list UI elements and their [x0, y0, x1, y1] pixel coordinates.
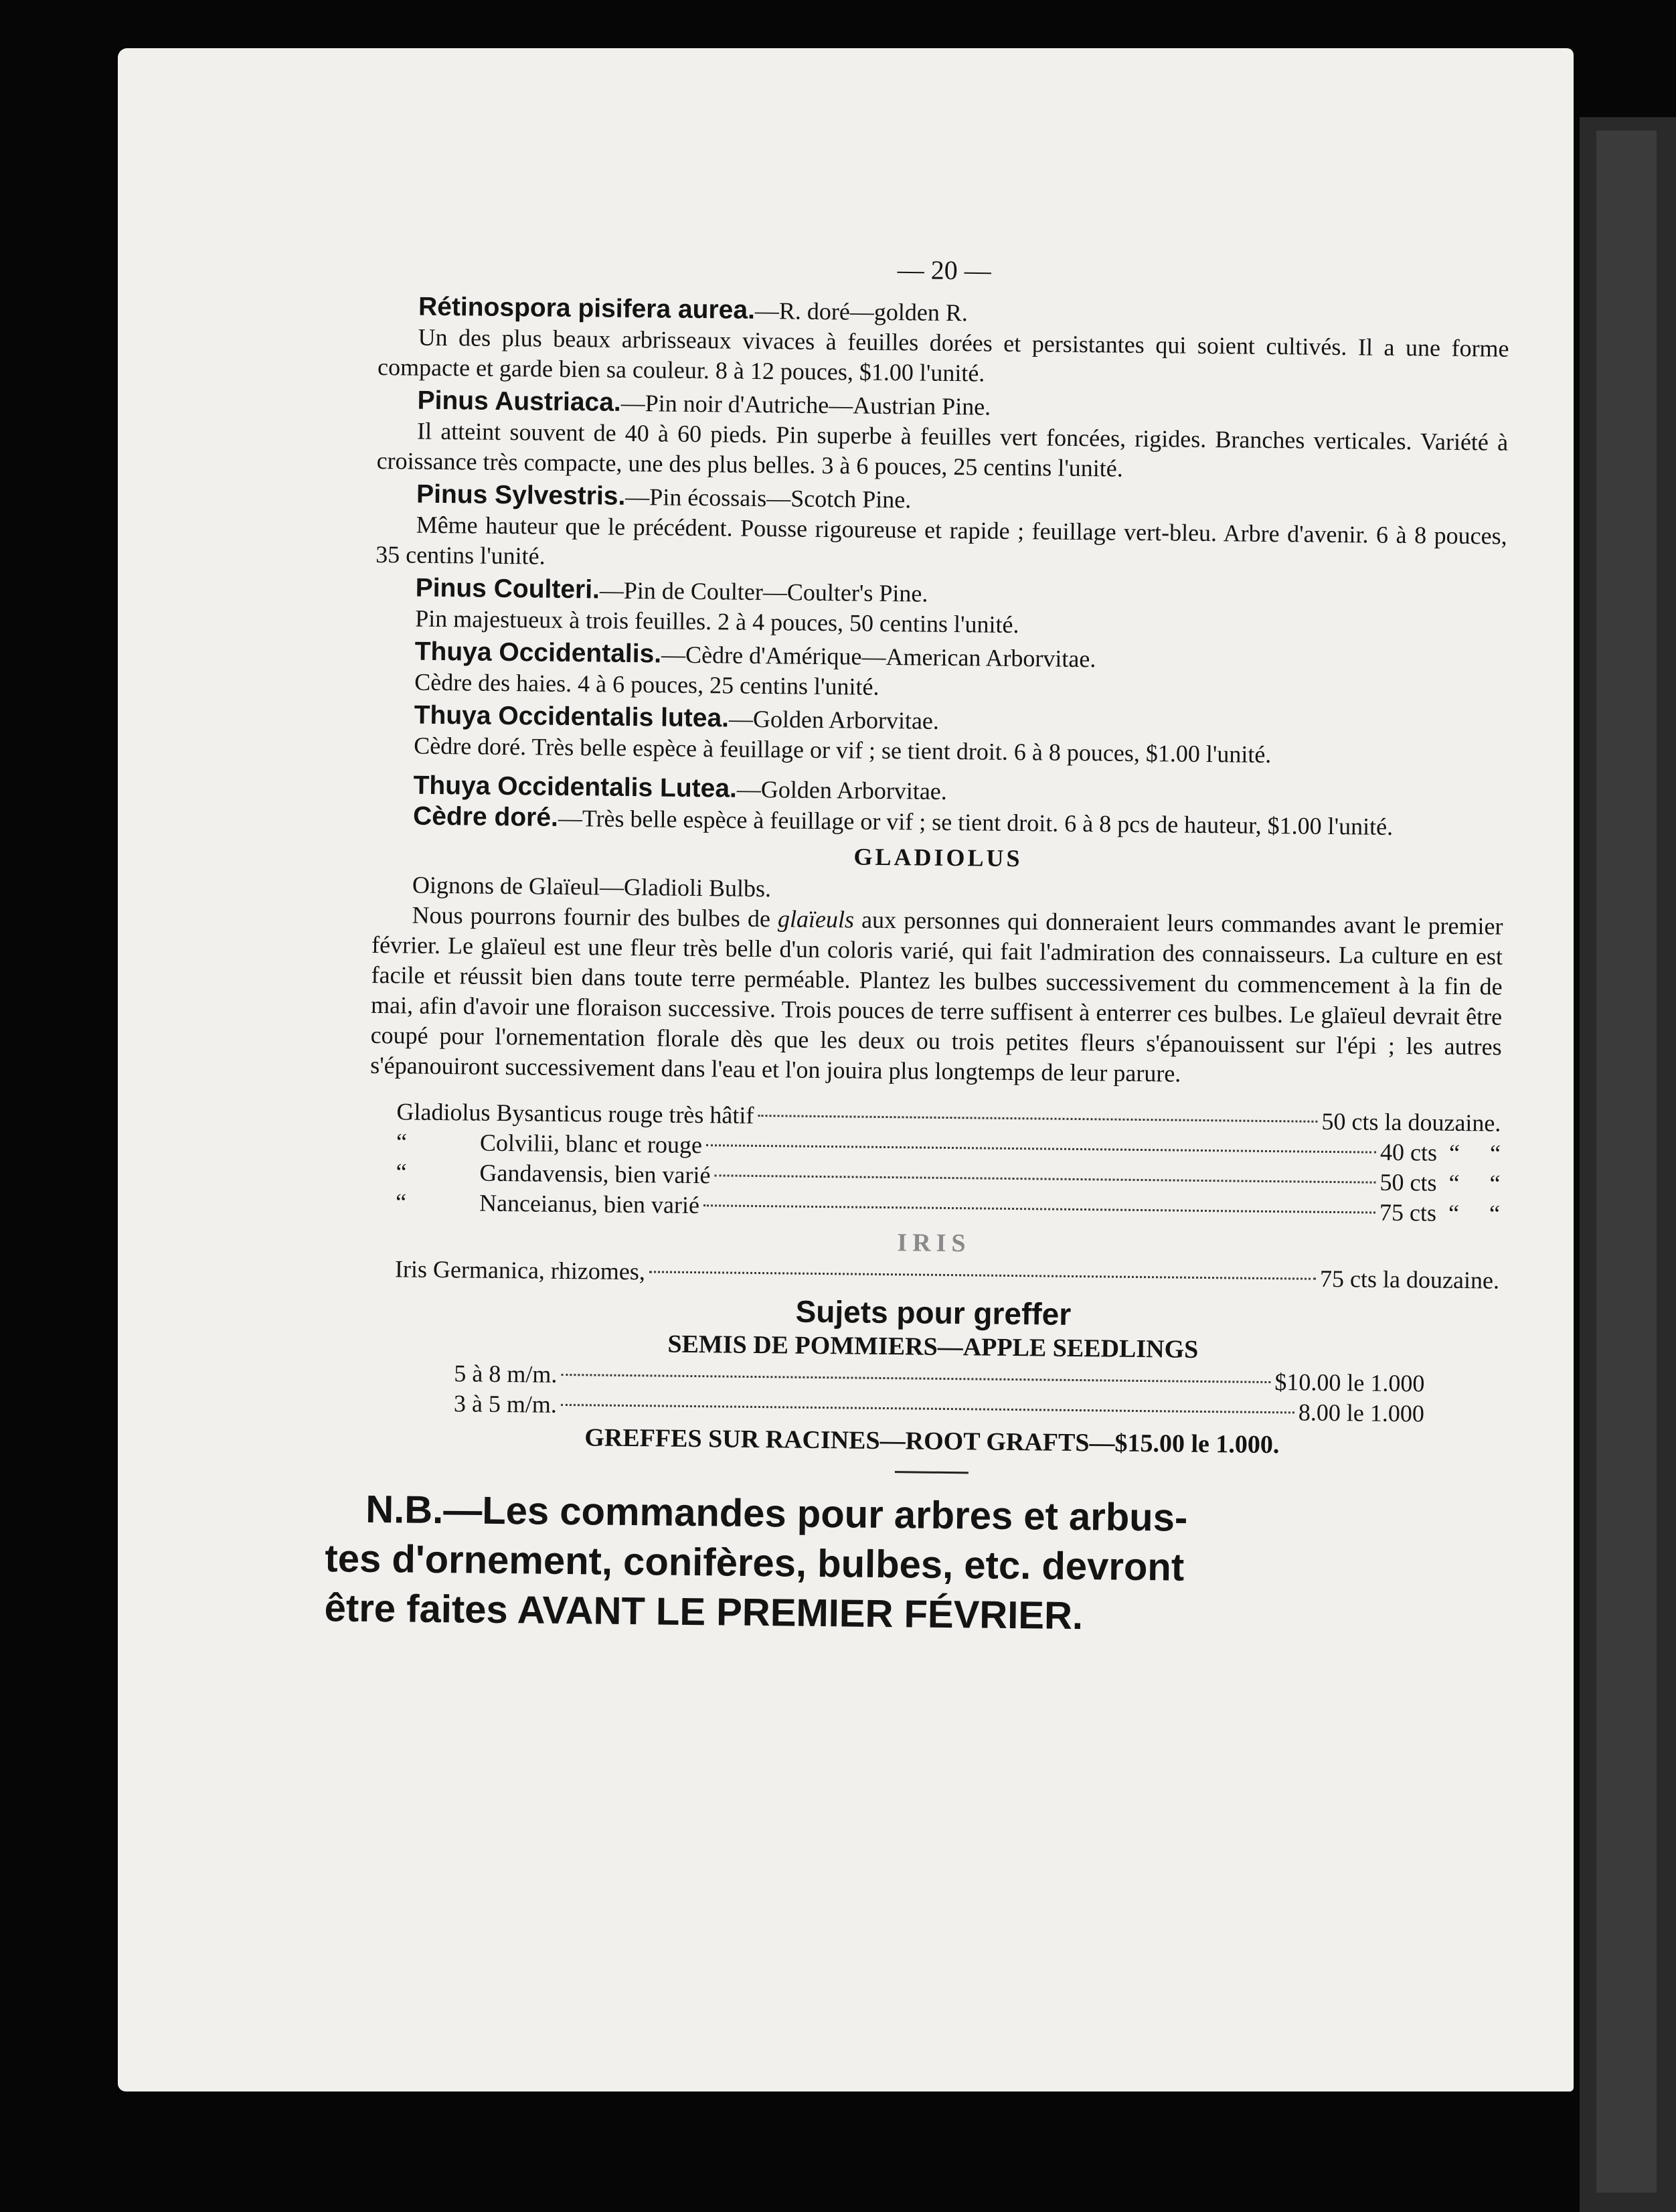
- iris-title: IRIS: [897, 1229, 971, 1258]
- nb-line-1: N.B.—Les commandes pour arbres et arbus-: [365, 1487, 1188, 1540]
- nb-line-2: tes d'ornement, conifères, bulbes, etc. devront: [325, 1536, 1185, 1589]
- gladiolus-paragraph-rest: aux personnes qui donneraient leurs commandes avant le premier février. Le glaïeul est une fleur très belle d'un coloris varié, qui fait l'admiration des connaisseurs. La culture en est facile et réussit bien dans toute terre perméable. Plantez les bulbes successivement du commencement à la fin de mai, afin d'avoir une floraison successive. Trois pouces de terre suffisent à enterrer ces bulbes. Le glaïeul devrait être coupé pour l'ornementation florale dès que les deux ou trois petites fleurs s'épanouissent sur l'épi ; les autres s'épanouiront successivement dans l'eau et l'on jouira plus longtemps de leur parure.: [370, 906, 1503, 1087]
- gladiolus-price-list: [369, 1097, 1501, 1229]
- entry-description: Pin majestueux à trois feuilles. 2 à 4 pouces, 50 centins l'unité.: [415, 605, 1019, 639]
- entry-common-names: —R. doré—golden R.: [754, 297, 969, 327]
- entry-description: Cèdre doré. Très belle espèce à feuillage or vif ; se tient droit. 6 à 8 pouces, $1.00 l'unité.: [414, 732, 1272, 769]
- entries-list: [373, 291, 1509, 844]
- seedling-size: 3 à 5 m/m.: [453, 1390, 558, 1418]
- entry-thuya-occidentalis-lutea: [373, 700, 1505, 773]
- page-content: [324, 249, 1510, 1646]
- entry-name: Pinus Coulteri.: [415, 573, 600, 605]
- leader-dots: [561, 1404, 1294, 1413]
- entry-description-bold: Cèdre doré.: [412, 801, 559, 832]
- entry-description-text: —Très belle espèce à feuillage or vif ; se tient droit. 6 à 8 pcs de hauteur, $1.00 l'unité.: [558, 804, 1394, 840]
- entry-thuya-occidentalis: [374, 636, 1506, 709]
- page-number: — 20 —: [897, 254, 991, 286]
- gladiolus-paragraph-italic: glaïeuls: [777, 905, 855, 933]
- entry-name: Pinus Austriaca.: [417, 386, 622, 417]
- ditto-mark: “: [395, 1188, 407, 1216]
- entry-pinus-coulteri: [375, 572, 1507, 645]
- divider-rule: [895, 1471, 969, 1474]
- entry-common-names: —Pin noir d'Autriche—Austrian Pine.: [620, 389, 991, 420]
- entry-common-names: —Golden Arborvitae.: [728, 705, 940, 734]
- price-label: Colvilii, blanc et rouge: [479, 1129, 703, 1159]
- apple-seedlings-title: SEMIS DE POMMIERS—APPLE SEEDLINGS: [667, 1330, 1199, 1364]
- iris-value: 75 cts la douzaine.: [1319, 1265, 1500, 1294]
- leader-dots: [714, 1174, 1375, 1183]
- entry-pinus-sylvestris: [375, 479, 1507, 582]
- gladiolus-subtitle: Oignons de Glaïeul—Gladioli Bulbs.: [412, 871, 772, 902]
- price-value: 40 cts “ “: [1379, 1138, 1501, 1167]
- leader-dots: [758, 1115, 1317, 1123]
- gladiolus-paragraph: [370, 900, 1503, 1093]
- nb-line-3: être faites AVANT LE PREMIER FÉVRIER.: [324, 1586, 1084, 1638]
- entry-name: Thuya Occidentalis.: [414, 637, 662, 669]
- price-value: 50 cts la douzaine.: [1321, 1107, 1501, 1137]
- ditto-mark: “: [396, 1128, 408, 1156]
- catalog-page: [118, 48, 1574, 2091]
- price-value: 75 cts “ “: [1379, 1198, 1501, 1227]
- iris-label: Iris Germanica, rhizomes,: [394, 1255, 646, 1285]
- scan-background-board-inner: [1596, 131, 1657, 2193]
- price-label: Gandavensis, bien varié: [479, 1159, 711, 1189]
- entry-retinospora: [378, 291, 1509, 394]
- seedlings-price-list: [367, 1358, 1499, 1430]
- seedling-size: 5 à 8 m/m.: [454, 1360, 558, 1388]
- grafting-title: Sujets pour greffer: [795, 1293, 1072, 1332]
- entry-common-names: —Pin écossais—Scotch Pine.: [625, 483, 912, 514]
- leader-dots: [703, 1204, 1375, 1214]
- entry-name: Pinus Sylvestris.: [416, 479, 626, 511]
- leader-dots: [649, 1271, 1316, 1279]
- price-label: Gladiolus Bysanticus rouge très hâtif: [396, 1098, 754, 1129]
- gladiolus-paragraph-start: Nous pourrons fournir des bulbes de: [412, 901, 778, 933]
- seedling-price: 8.00 le 1.000: [1298, 1399, 1425, 1427]
- entry-description: Un des plus beaux arbrisseaux vivaces à feuilles dorées et persistantes qui soient cultivés. Il a une forme compacte et garde bien sa couleur. 8 à 12 pouces, $1.00 l'unité.: [377, 323, 1509, 387]
- entry-common-names: —Pin de Coulter—Coulter's Pine.: [599, 576, 928, 607]
- price-label: Nanceianus, bien varié: [479, 1189, 700, 1219]
- root-grafts-line: GREFFES SUR RACINES—ROOT GRAFTS—$15.00 le 1.000.: [584, 1423, 1280, 1459]
- entry-common-names: —Cèdre d'Amérique—American Arborvitae.: [661, 641, 1096, 673]
- entry-description: Il atteint souvent de 40 à 60 pieds. Pin superbe à feuilles vert foncées, rigides. Branches verticales. Variété à croissance très compacte, une des plus belles. 3 à 6 pouces, 25 centins l'unité.: [376, 417, 1509, 482]
- entry-description: Même hauteur que le précédent. Pousse rigoureuse et rapide ; feuillage vert-bleu. Arbre d'avenir. 6 à 8 pouces, 35 centins l'unité.: [375, 511, 1507, 570]
- seedling-price: $10.00 le 1.000: [1274, 1368, 1425, 1397]
- leader-dots: [561, 1374, 1270, 1383]
- price-value: 50 cts “ “: [1379, 1168, 1501, 1197]
- leader-dots: [706, 1144, 1376, 1153]
- nb-notice: [324, 1484, 1550, 1646]
- entry-thuya-occidentalis-lutea-2: [373, 770, 1505, 844]
- entry-pinus-austriaca: [376, 385, 1508, 488]
- entry-name: Rétinospora pisifera aurea.: [418, 292, 756, 325]
- entry-common-names: —Golden Arborvitae.: [736, 775, 948, 805]
- entry-name: Thuya Occidentalis Lutea.: [413, 771, 738, 803]
- gladiolus-title: GLADIOLUS: [853, 843, 1023, 872]
- entry-description: Cèdre des haies. 4 à 6 pouces, 25 centins l'unité.: [414, 668, 879, 700]
- ditto-mark: “: [396, 1158, 407, 1186]
- entry-name: Thuya Occidentalis lutea.: [414, 700, 730, 733]
